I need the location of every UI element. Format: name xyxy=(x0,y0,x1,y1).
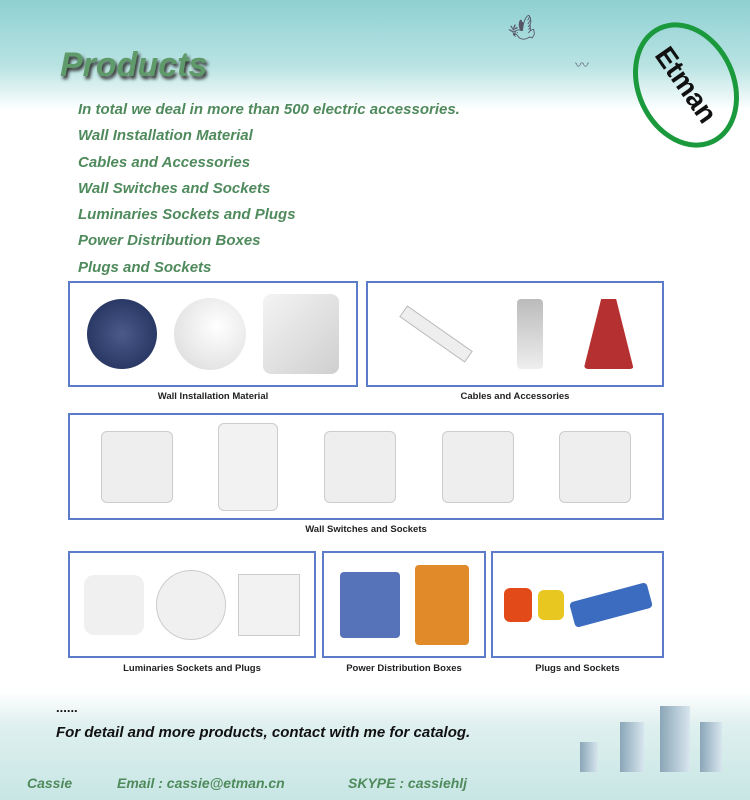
category-item: Luminaries Sockets and Plugs xyxy=(78,206,296,224)
page-title: Products xyxy=(60,46,208,84)
contact-skype: SKYPE : cassiehlj xyxy=(348,775,468,791)
panel-cables xyxy=(366,281,664,387)
seagull-icon: 〰 xyxy=(575,57,589,73)
category-list xyxy=(78,100,460,284)
junction-socket-image xyxy=(87,299,157,369)
panel-caption: Plugs and Sockets xyxy=(535,663,620,674)
ceiling-rose-image xyxy=(174,298,246,370)
tv-socket-image xyxy=(324,431,396,503)
switch-image xyxy=(101,431,173,503)
ellipsis: ...... xyxy=(56,700,78,715)
contact-name: Cassie xyxy=(27,775,73,791)
cable-trunking-image xyxy=(400,305,474,362)
detail-text: For detail and more products, contact with me for catalog. xyxy=(56,724,471,741)
panel-luminaries xyxy=(68,551,316,658)
panel-wall-installation xyxy=(68,281,358,387)
wire-connector-image xyxy=(584,299,634,369)
category-item: Wall Switches and Sockets xyxy=(78,179,271,197)
category-item: Plugs and Sockets xyxy=(78,258,212,276)
plug-adapter-image xyxy=(84,575,144,635)
panel-power-distribution xyxy=(322,551,486,658)
category-item: Cables and Accessories xyxy=(78,153,251,171)
seagull-icon: 🕊 xyxy=(505,12,543,49)
panel-plugs-sockets xyxy=(491,551,664,658)
data-socket-image xyxy=(442,431,514,503)
category-item: Power Distribution Boxes xyxy=(78,232,261,250)
panel-caption: Cables and Accessories xyxy=(460,391,570,402)
extension-socket-image xyxy=(569,582,653,628)
yellow-plug-image xyxy=(538,590,564,620)
etman-logo: Etman xyxy=(613,5,750,165)
panel-wall-switches xyxy=(68,413,664,520)
contact-email: Email : cassie@etman.cn xyxy=(117,775,285,791)
distribution-box-blue-image xyxy=(340,572,400,638)
lamp-holder-image xyxy=(156,570,226,640)
panel-caption: Wall Installation Material xyxy=(157,391,269,402)
panel-caption: Power Distribution Boxes xyxy=(346,663,462,674)
double-socket-image xyxy=(218,423,278,511)
panel-caption: Wall Switches and Sockets xyxy=(305,524,427,535)
distribution-box-orange-image xyxy=(415,565,469,645)
category-item: Wall Installation Material xyxy=(78,127,253,145)
panel-caption: Luminaries Sockets and Plugs xyxy=(123,663,261,674)
city-skyline-image xyxy=(560,702,740,772)
socket-image xyxy=(238,574,300,636)
cable-clip-image xyxy=(517,299,543,369)
red-plug-image xyxy=(504,588,532,622)
junction-box-image xyxy=(263,294,339,374)
dimmer-image xyxy=(559,431,631,503)
intro-text: In total we deal in more than 500 electric accessories. xyxy=(78,101,460,118)
